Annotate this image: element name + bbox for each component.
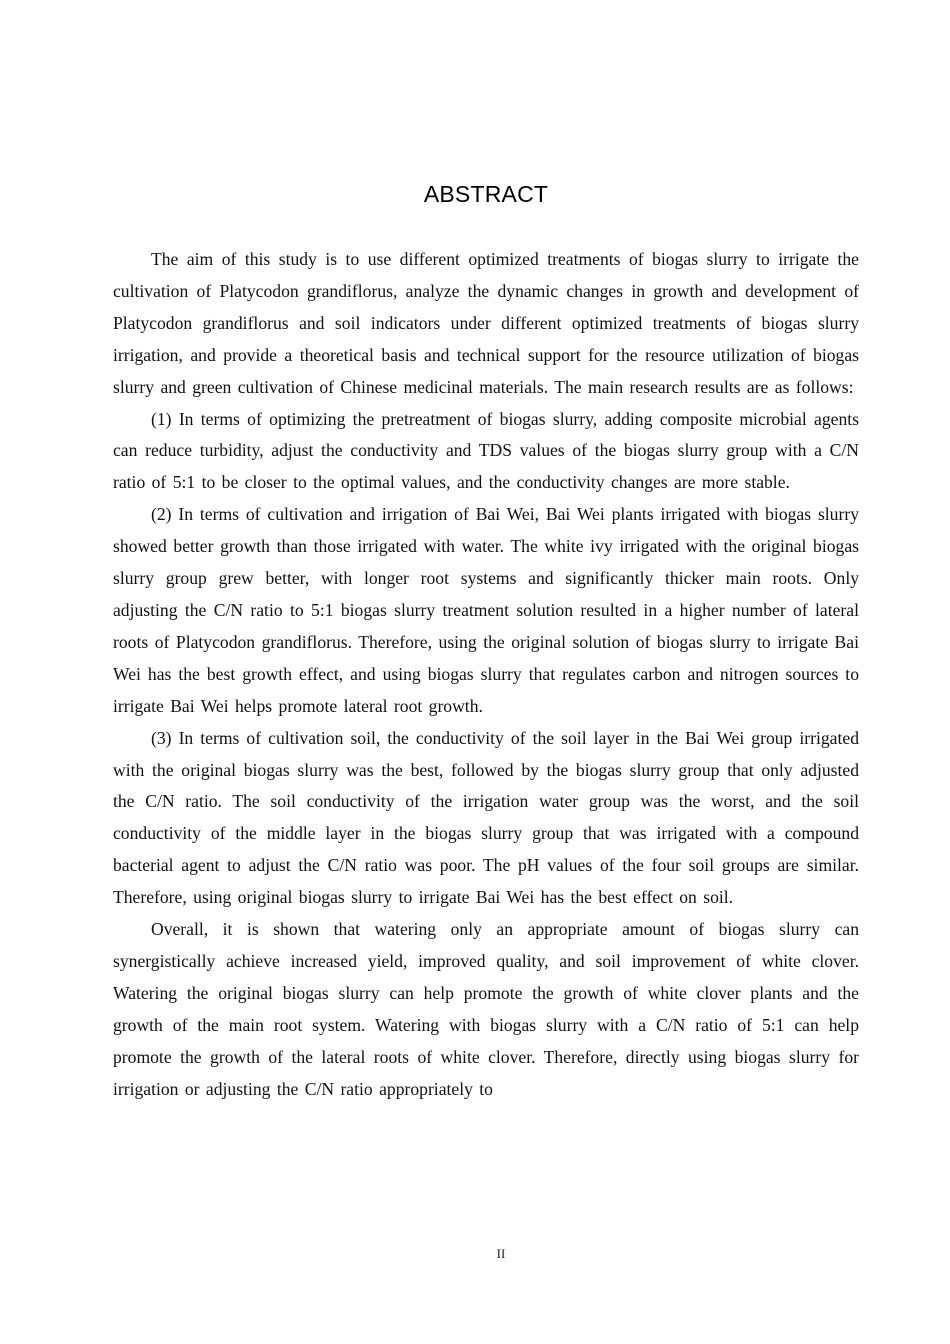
page-number: II — [496, 1246, 506, 1261]
paragraph-intro: The aim of this study is to use different optimized treatments of biogas slurry to irrigate the cultivation of Platycodon grandiflorus, analyze the dynamic changes in growth and development of Platycodon grandiflorus and soil indicators under different optimized treatments of biogas slurry irrigation, and provide a theoretical basis and technical support for the resource utilization of biogas slurry and green cultivation of Chinese medicinal materials. The main research results are as follows: — [113, 249, 859, 397]
paragraph-overall: Overall, it is shown that watering only an appropriate amount of biogas slurry can synergistically achieve increased yield, improved quality, and soil improvement of white clover. Watering the original biogas slurry can help promote the growth of white clover plants and the growth of the main root system. Watering with biogas slurry with a C/N ratio of 5:1 can help promote the growth of the lateral roots of white clover. Therefore, directly using biogas slurry for irrigation or adjusting the C/N ratio appropriately to — [113, 919, 859, 1099]
abstract-body — [113, 244, 859, 1105]
paragraph-result-1: (1) In terms of optimizing the pretreatment of biogas slurry, adding composite microbial agents can reduce turbidity, adjust the conductivity and TDS values of the biogas slurry group with a C/N ratio of 5:1 to be closer to the optimal values, and the conductivity changes are more stable. — [113, 408, 859, 493]
paragraph-result-2: (2) In terms of cultivation and irrigation of Bai Wei, Bai Wei plants irrigated with biogas slurry showed better growth than those irrigated with water. The white ivy irrigated with the original biogas slurry group grew better, with longer root systems and significantly thicker main roots. Only adjusting the C/N ratio to 5:1 biogas slurry treatment solution resulted in a higher number of lateral roots of Platycodon grandiflorus. Therefore, using the original solution of biogas slurry to irrigate Bai Wei has the best growth effect, and using biogas slurry that regulates carbon and nitrogen sources to irrigate Bai Wei helps promote lateral root growth. — [113, 504, 859, 716]
paragraph-result-3: (3) In terms of cultivation soil, the conductivity of the soil layer in the Bai Wei group irrigated with the original biogas slurry was the best, followed by the biogas slurry group that only adjusted the C/N ratio. The soil conductivity of the irrigation water group was the worst, and the soil conductivity of the middle layer in the biogas slurry group that was irrigated with a compound bacterial agent to adjust the C/N ratio was poor. The pH values of the four soil groups are similar. Therefore, using original biogas slurry to irrigate Bai Wei has the best effect on soil. — [113, 727, 859, 908]
abstract-heading: ABSTRACT — [423, 181, 549, 207]
